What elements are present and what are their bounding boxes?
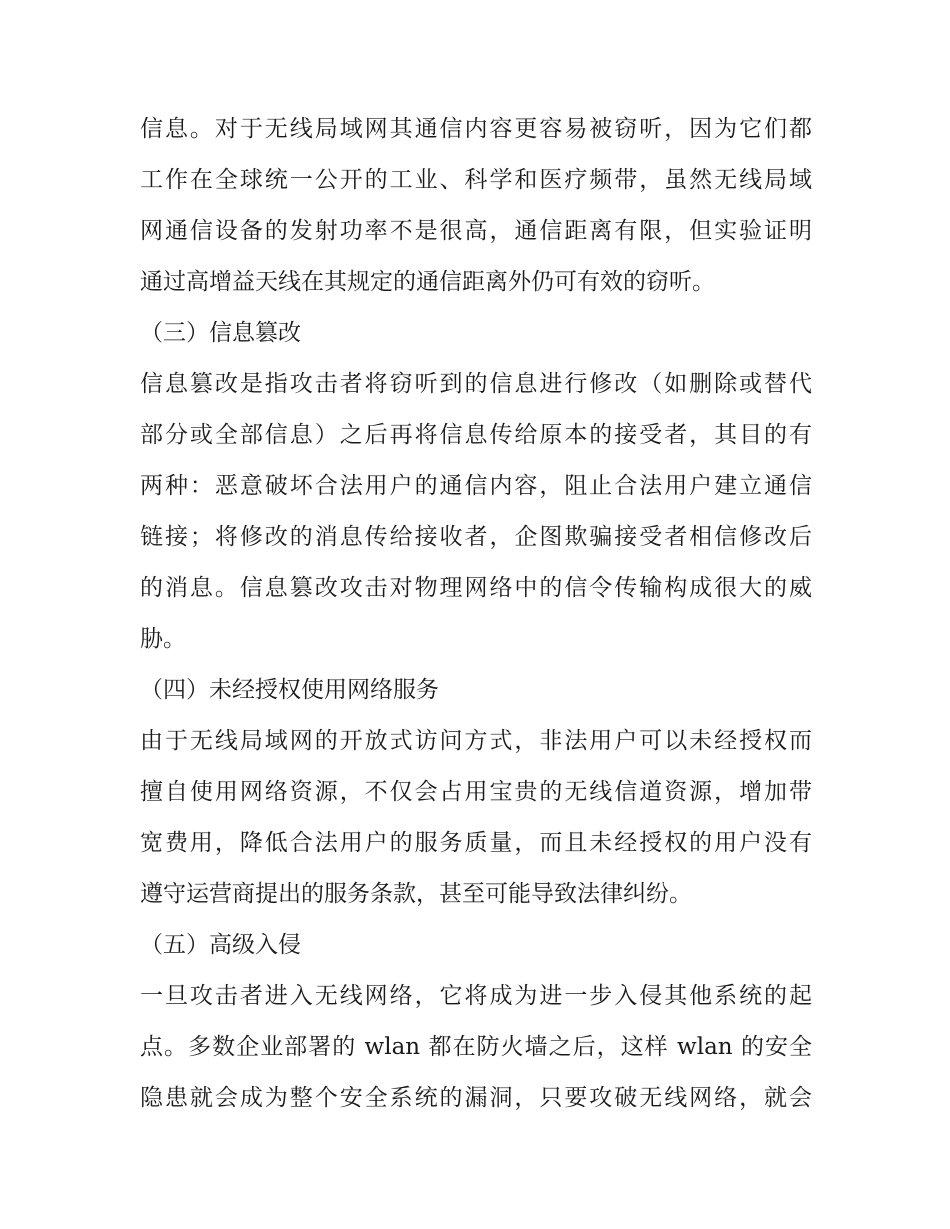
paragraph-line: 通过高增益天线在其规定的通信距离外仍可有效的窃听。 bbox=[140, 269, 715, 295]
paragraph-line: 两种：恶意破坏合法用户的通信内容，阻止合法用户建立通信 bbox=[140, 473, 812, 499]
document-body bbox=[140, 104, 812, 1124]
paragraph-line: 宽费用，降低合法用户的服务质量，而且未经授权的用户没有 bbox=[140, 830, 812, 856]
paragraph-line: 信息篡改是指攻击者将窃听到的信息进行修改（如删除或替代 bbox=[140, 371, 812, 397]
paragraph-line: 部分或全部信息）之后再将信息传给原本的接受者，其目的有 bbox=[140, 422, 812, 448]
paragraph-line: 擅自使用网络资源，不仅会占用宝贵的无线信道资源，增加带 bbox=[140, 779, 812, 805]
paragraph-line: 的消息。信息篡改攻击对物理网络中的信令传输构成很大的威 bbox=[140, 575, 812, 601]
section-heading-advanced-intrusion: （五）高级入侵 bbox=[140, 932, 301, 958]
paragraph-line: 由于无线局域网的开放式访问方式，非法用户可以未经授权而 bbox=[140, 728, 812, 754]
section-heading-unauthorized-use: （四）未经授权使用网络服务 bbox=[140, 677, 439, 703]
paragraph-line: 工作在全球统一公开的工业、科学和医疗频带，虽然无线局域 bbox=[140, 167, 812, 193]
paragraph-line: 隐患就会成为整个安全系统的漏洞，只要攻破无线网络，就会 bbox=[140, 1085, 812, 1111]
paragraph-line: 点。多数企业部署的 wlan 都在防火墙之后，这样 wlan 的安全 bbox=[140, 1034, 812, 1060]
paragraph-line: 一旦攻击者进入无线网络，它将成为进一步入侵其他系统的起 bbox=[140, 983, 812, 1009]
section-heading-information-tampering: （三）信息篡改 bbox=[140, 320, 301, 346]
paragraph-line: 网通信设备的发射功率不是很高，通信距离有限，但实验证明 bbox=[140, 218, 812, 244]
paragraph-line: 遵守运营商提出的服务条款，甚至可能导致法律纠纷。 bbox=[140, 881, 692, 907]
paragraph-line: 信息。对于无线局域网其通信内容更容易被窃听，因为它们都 bbox=[140, 116, 812, 142]
paragraph-line: 胁。 bbox=[140, 626, 186, 652]
paragraph-line: 链接；将修改的消息传给接收者，企图欺骗接受者相信修改后 bbox=[140, 524, 812, 550]
